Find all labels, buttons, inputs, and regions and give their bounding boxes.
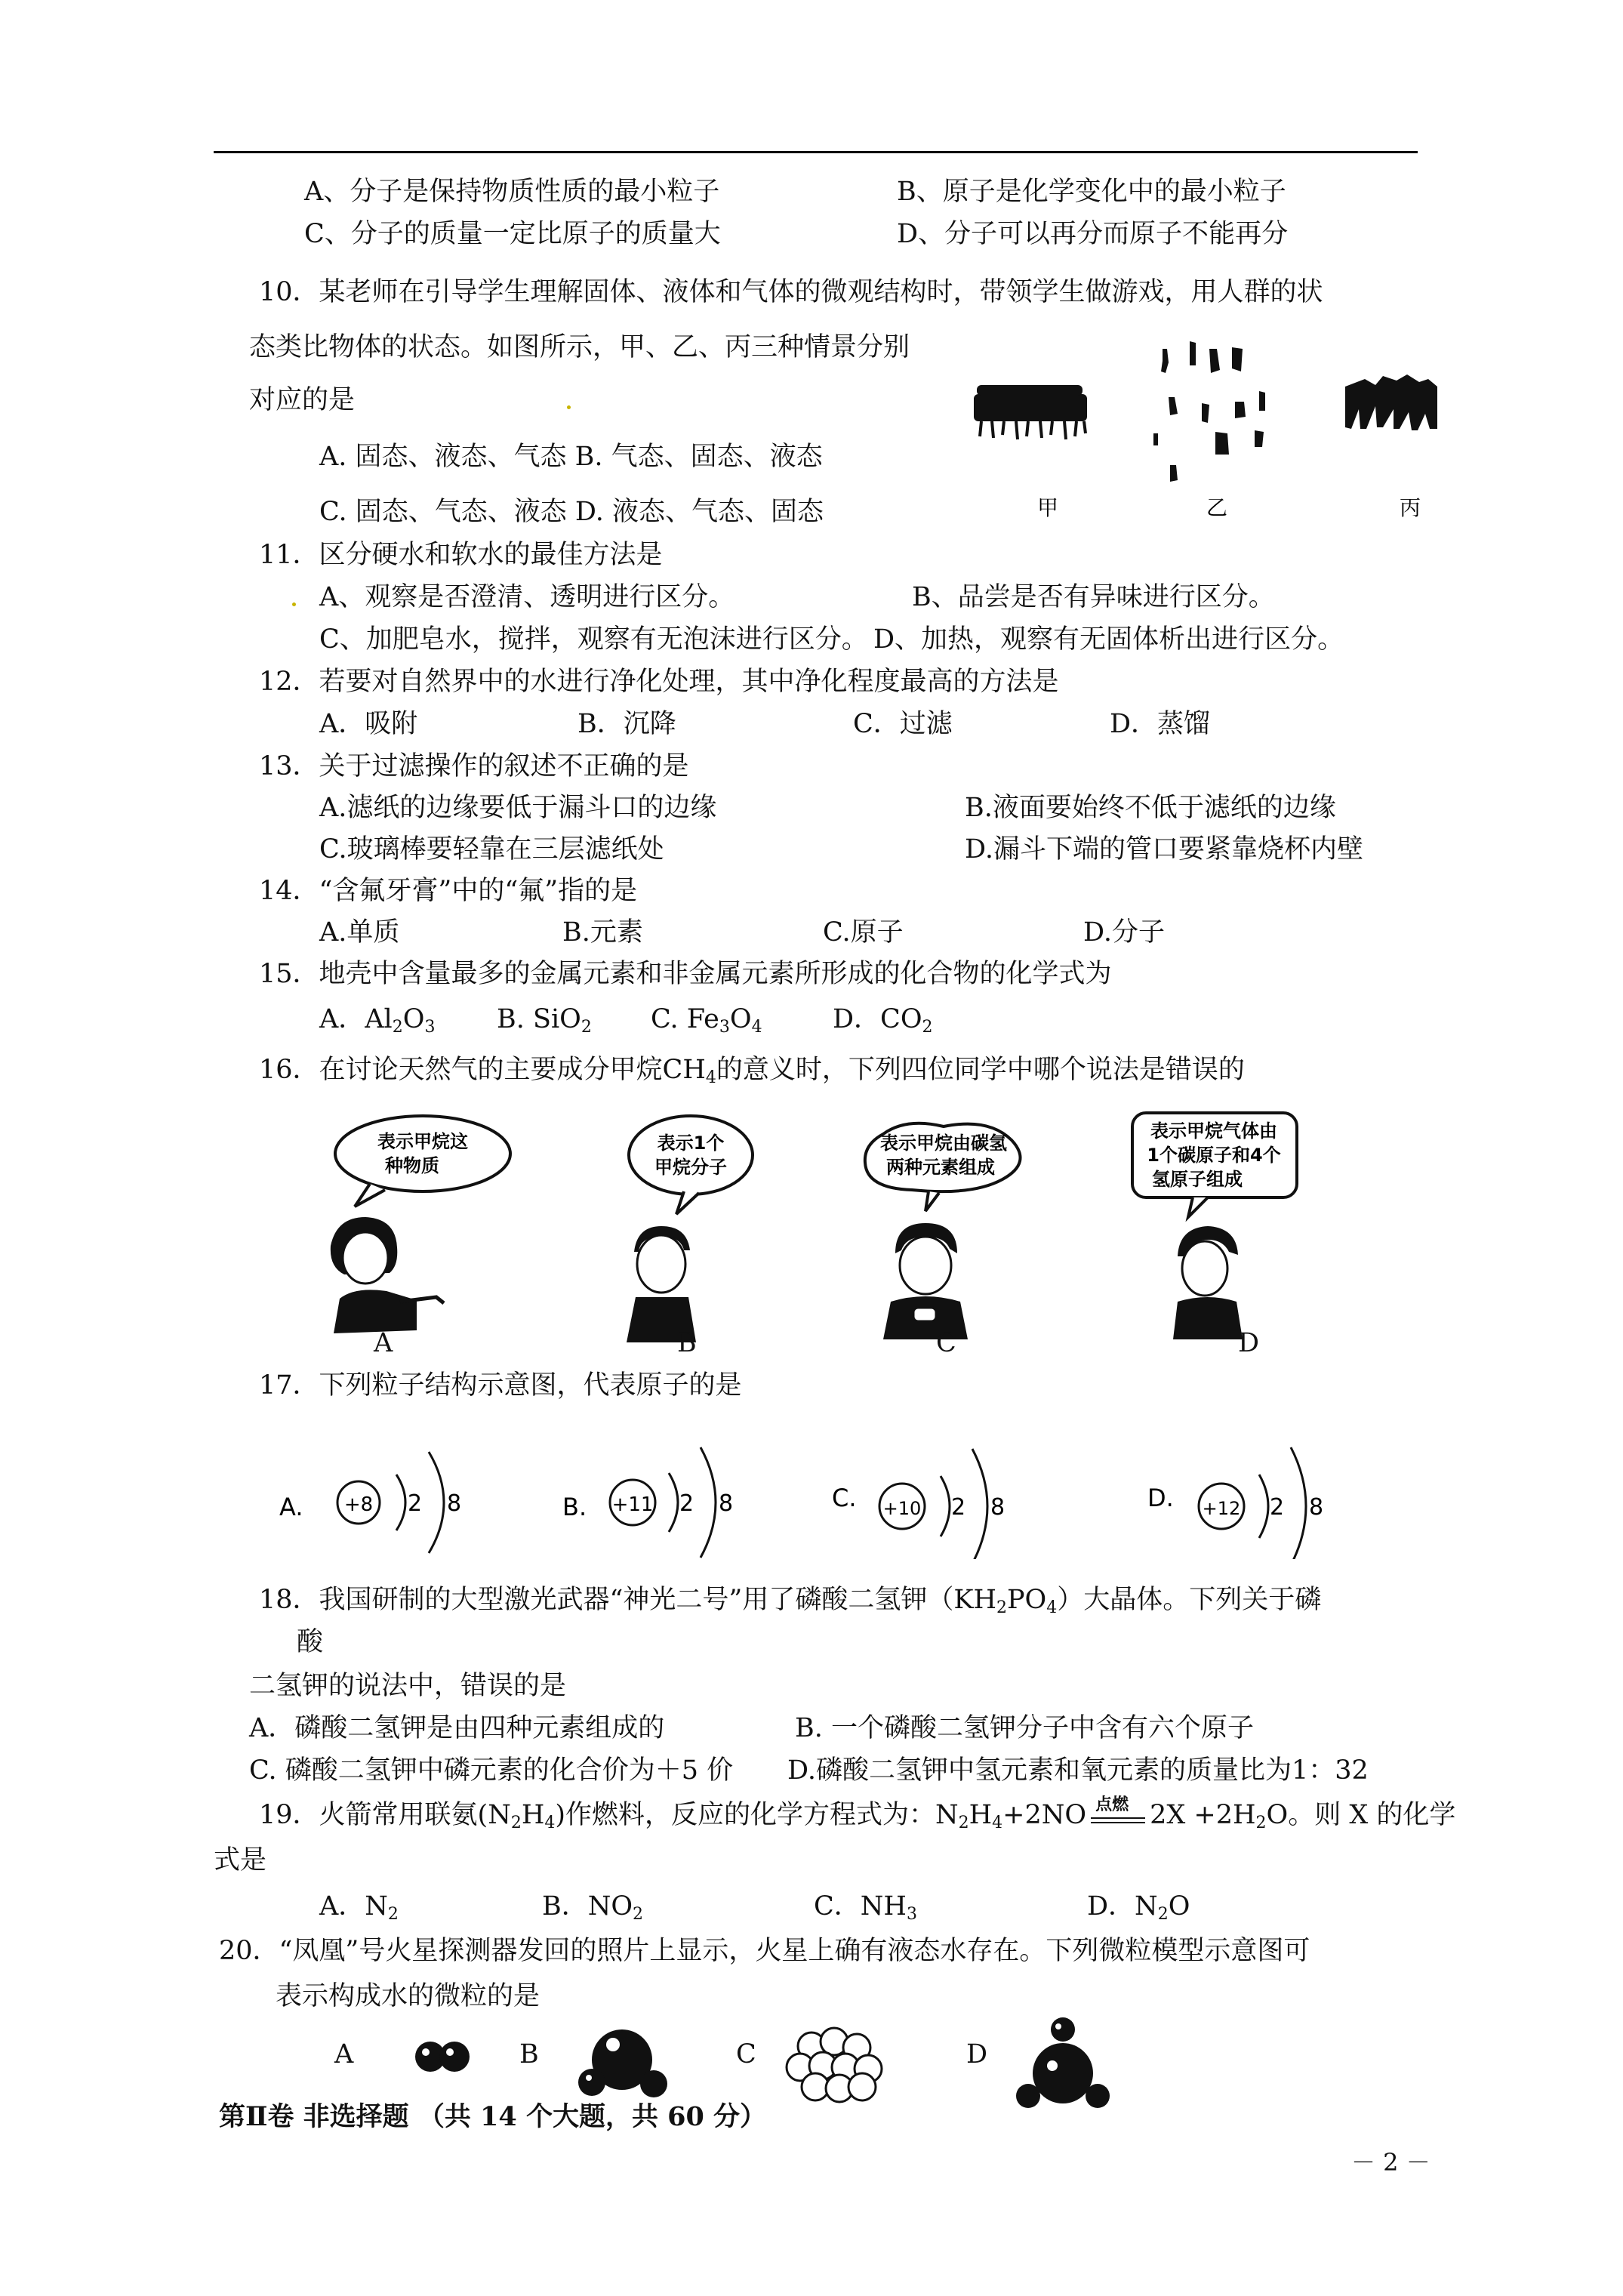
q20-stem-line2: 表示构成水的微粒的是 <box>276 1981 540 2011</box>
stray-dot <box>292 603 296 606</box>
atom-a-e2: 8 <box>447 1490 462 1517</box>
q16-label-b: B <box>677 1328 697 1358</box>
molecule-c-model <box>787 2028 882 2102</box>
q10-options-ab: A. 固态、液态、气态 B. 气态、固态、液态 <box>319 442 823 472</box>
bubble-c-line2: 两种元素组成 <box>886 1157 995 1178</box>
atom-a-diagram <box>279 1452 461 1553</box>
q14-option-d: D.分子 <box>1083 917 1165 948</box>
q12-stem: 12．若要对自然界中的水进行净化处理，其中净化程度最高的方法是 <box>259 667 1059 697</box>
q19-stem-line2: 式是 <box>214 1845 267 1875</box>
q9-option-b: B、原子是化学变化中的最小粒子 <box>897 177 1286 207</box>
q13-option-c: C.玻璃棒要轻靠在三层滤纸处 <box>319 834 664 864</box>
atom-a-nucleus: +8 <box>343 1493 374 1516</box>
q14-option-c: C.原子 <box>823 917 904 948</box>
molecule-d-model <box>1016 2017 1110 2108</box>
student-d-picture <box>1132 1113 1297 1339</box>
q14-stem: 14．“含氟牙膏”中的“氟”指的是 <box>259 876 638 906</box>
q13-option-b: B.液面要始终不低于滤纸的边缘 <box>965 793 1336 823</box>
label-yi: 乙 <box>1206 495 1228 520</box>
q15-stem: 15．地壳中含量最多的金属元素和非金属元素所形成的化合物的化学式为 <box>259 959 1112 989</box>
atom-c-diagram <box>832 1449 1005 1559</box>
q15-option-b: B. SiO$_2$ <box>497 1004 592 1037</box>
q12-option-a: A．吸附 <box>319 709 418 739</box>
q9-option-d: D、分子可以再分而原子不能再分 <box>897 219 1289 249</box>
q14-option-b: B.元素 <box>562 917 643 948</box>
q12-option-b: B．沉降 <box>577 709 676 739</box>
reaction-condition: 点燃 <box>1091 1805 1145 1828</box>
student-a-picture <box>331 1116 510 1333</box>
q15-option-c: C. $Fe_3O_4$ <box>651 1004 762 1037</box>
crowd-scenes-figure <box>966 332 1449 521</box>
q11-stem: 11．区分硬水和软水的最佳方法是 <box>259 540 663 570</box>
atom-c-e2: 8 <box>990 1494 1006 1521</box>
header-rule <box>214 151 1418 153</box>
molecule-models-figure <box>408 2008 1163 2114</box>
q11-option-b: B、品尝是否有异味进行区分。 <box>912 582 1275 612</box>
section-2-heading: 第Ⅱ卷 非选择题 （共 14 个大题，共 60 分） <box>219 2101 767 2132</box>
methane-students-figure <box>310 1110 1321 1344</box>
q19-stem-line1: 19．火箭常用联氨$(N_2H_4)$作燃料，反应的化学方程式为：$N_2H_4+2NO$ 点燃 $2X +2H_2O$。则 X 的化学 <box>259 1794 1456 1832</box>
atom-diagrams-figure <box>272 1431 1344 1559</box>
q19-option-a: A．$N_2$ <box>319 1891 399 1924</box>
bubble-b-line2: 甲烷分子 <box>654 1157 727 1178</box>
atom-b-diagram <box>562 1447 733 1558</box>
student-c-picture <box>865 1123 1021 1339</box>
student-b-picture <box>627 1116 753 1342</box>
stray-dot <box>567 405 571 409</box>
q16-label-a: A <box>374 1328 393 1358</box>
atom-c-label: C. <box>832 1484 857 1512</box>
bubble-a-line1: 表示甲烷这 <box>377 1131 468 1152</box>
q18-stem-line3: 二氢钾的说法中，错误的是 <box>249 1671 567 1701</box>
atom-b-nucleus: +11 <box>611 1493 654 1516</box>
q20-label-b: B <box>519 2039 539 2069</box>
atom-d-diagram <box>1147 1447 1323 1559</box>
atom-a-e1: 2 <box>408 1490 423 1517</box>
atom-b-label: B. <box>562 1493 587 1521</box>
q20-label-a: A <box>334 2039 354 2069</box>
page-number: － 2 － <box>1351 2148 1431 2177</box>
q11-option-d: D、加热，观察有无固体析出进行区分。 <box>873 624 1344 655</box>
q10-stem-line2: 态类比物体的状态。如图所示，甲、乙、丙三种情景分别 <box>249 332 910 362</box>
atom-c-nucleus: +10 <box>882 1498 922 1519</box>
molecule-b-model <box>578 2029 667 2097</box>
bubble-d-line2: 1个碳原子和4个 <box>1147 1145 1281 1166</box>
q19-option-c: C．$NH_3$ <box>814 1891 917 1924</box>
q16-label-c: C <box>936 1328 956 1358</box>
q19-option-d: D．$N_2O$ <box>1087 1891 1190 1924</box>
q17-stem: 17．下列粒子结构示意图，代表原子的是 <box>259 1370 742 1401</box>
q16-label-d: D <box>1238 1328 1260 1358</box>
label-bing: 丙 <box>1399 495 1421 520</box>
atom-d-label: D. <box>1147 1484 1174 1512</box>
q15-option-d: D．$CO_2$ <box>833 1004 933 1037</box>
q11-option-a: A、观察是否澄清、透明进行区分。 <box>319 582 735 612</box>
q19-option-b: B．$NO_2$ <box>542 1891 644 1924</box>
atom-d-e1: 2 <box>1270 1494 1285 1521</box>
liquid-crowd-picture <box>1345 374 1437 430</box>
bubble-d-line3: 氢原子组成 <box>1152 1169 1243 1190</box>
atom-b-e2: 8 <box>719 1490 734 1517</box>
q16-stem: 16．在讨论天然气的主要成分甲烷$CH_4$的意义时，下列四位同学中哪个说法是错误的 <box>259 1055 1245 1087</box>
q20-stem-line1: 20．“凤凰”号火星探测器发回的照片上显示，火星上确有液态水存在。下列微粒模型示意图可 <box>219 1936 1310 1966</box>
q10-stem-line3: 对应的是 <box>249 385 356 415</box>
q12-option-d: D．蒸馏 <box>1110 709 1211 739</box>
molecule-a-model <box>415 2042 470 2072</box>
q10-stem-line1: 10．某老师在引导学生理解固体、液体和气体的微观结构时，带领学生做游戏，用人群的状 <box>259 277 1323 307</box>
q11-option-c: C、加肥皂水，搅拌，观察有无泡沫进行区分。 <box>319 624 868 655</box>
q13-option-a: A.滤纸的边缘要低于漏斗口的边缘 <box>319 793 717 823</box>
q18-option-c: C. 磷酸二氢钾中磷元素的化合价为＋5 价 <box>249 1755 734 1786</box>
q13-option-d: D.漏斗下端的管口要紧靠烧杯内壁 <box>965 834 1363 864</box>
q18-stem-line2: 酸 <box>297 1627 324 1657</box>
label-jia: 甲 <box>1036 495 1059 520</box>
atom-c-e1: 2 <box>951 1494 966 1521</box>
solid-crowd-picture <box>974 385 1087 439</box>
atom-d-nucleus: +12 <box>1202 1498 1241 1519</box>
q9-option-c: C、分子的质量一定比原子的质量大 <box>304 219 721 249</box>
bubble-b-line1: 表示1个 <box>657 1133 725 1154</box>
q18-option-d: D.磷酸二氢钾中氢元素和氧元素的质量比为1：32 <box>787 1755 1369 1786</box>
gas-crowd-picture <box>1153 341 1265 482</box>
atom-d-e2: 8 <box>1309 1494 1324 1521</box>
bubble-c-line1: 表示甲烷由碳氢 <box>880 1133 1007 1154</box>
bubble-d-line1: 表示甲烷气体由 <box>1150 1120 1277 1142</box>
q14-option-a: A.单质 <box>319 917 400 948</box>
q12-option-c: C．过滤 <box>853 709 953 739</box>
q18-stem-line1: 18．我国研制的大型激光武器“神光二号”用了磷酸二氢钾$(KH_2PO_4)$大晶体。下列关于磷 <box>259 1585 1322 1617</box>
atom-a-label: A. <box>279 1493 303 1521</box>
atom-b-e1: 2 <box>679 1490 694 1517</box>
q18-option-b: B. 一个磷酸二氢钾分子中含有六个原子 <box>795 1713 1254 1743</box>
q10-options-cd: C. 固态、气态、液态 D. 液态、气态、固态 <box>319 497 824 527</box>
q20-label-c: C <box>736 2039 756 2069</box>
q18-option-a: A．磷酸二氢钾是由四种元素组成的 <box>249 1713 665 1743</box>
bubble-a-line2: 种物质 <box>385 1155 439 1176</box>
q20-label-d: D <box>966 2039 988 2069</box>
q13-stem: 13．关于过滤操作的叙述不正确的是 <box>259 751 689 781</box>
q9-option-a: A、分子是保持物质性质的最小粒子 <box>304 177 720 207</box>
q15-option-a: A．$Al_2O_3$ <box>319 1004 436 1037</box>
